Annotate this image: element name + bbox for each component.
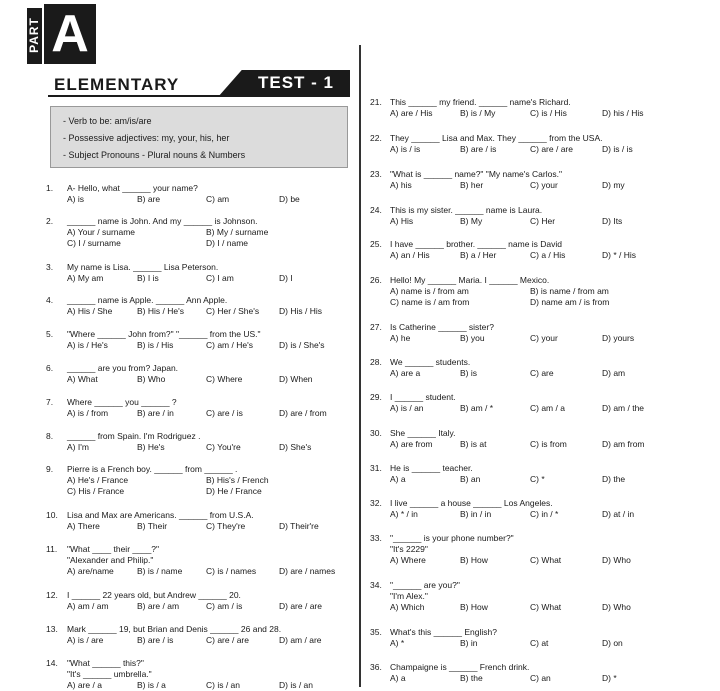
- answer-option: A) His: [390, 216, 414, 226]
- answer-option: C) a / His: [530, 250, 566, 260]
- answer-option: D) my: [602, 180, 625, 190]
- answer-option: B) her: [460, 180, 484, 190]
- answer-option: B) is name / from am: [530, 286, 609, 296]
- answer-option: A) are a: [390, 368, 421, 378]
- question-stem: He is ______ teacher.: [390, 463, 473, 473]
- answer-option: B) in: [460, 638, 478, 648]
- answer-option: B) in / in: [460, 509, 492, 519]
- answer-option: C) His / France: [67, 486, 125, 496]
- answer-option: A) Which: [390, 602, 425, 612]
- question-stem: They ______ Lisa and Max. They ______ from the USA.: [390, 133, 603, 143]
- answer-option: A) is / is: [390, 144, 421, 154]
- answer-option: B) Their: [137, 521, 168, 531]
- answer-option: A) is: [67, 194, 84, 204]
- answer-option: B) is / His: [137, 340, 174, 350]
- answer-option: D) Who: [602, 602, 631, 612]
- answer-option: D) the: [602, 474, 626, 484]
- answer-option: A) Where: [390, 555, 426, 565]
- answer-option: D) When: [279, 374, 313, 384]
- question-stem: Pierre is a French boy. ______ from ______ .: [67, 464, 238, 474]
- answer-option: A) is / an: [390, 403, 424, 413]
- answer-option: D) yours: [602, 333, 635, 343]
- answer-option: B) I is: [137, 273, 159, 283]
- answer-option: A) Your / surname: [67, 227, 136, 237]
- answer-option: B) is / My: [460, 108, 496, 118]
- answer-option: A) is / from: [67, 408, 109, 418]
- test-header: [48, 74, 350, 98]
- answer-option: D) on: [602, 638, 623, 648]
- answer-option: A) *: [390, 638, 405, 648]
- question-number: 3.: [46, 262, 54, 272]
- answer-option: B) How: [460, 555, 488, 565]
- answer-option: A) are/name: [67, 566, 114, 576]
- question-stem: "What ____ their ____?": [67, 544, 160, 554]
- answer-option: D) She's: [279, 442, 312, 452]
- question-stem: "What ______ this?": [67, 658, 144, 668]
- answer-option: B) an: [460, 474, 481, 484]
- answer-option: B) is: [460, 368, 477, 378]
- answer-option: A) are / His: [390, 108, 433, 118]
- answer-option: C) What: [530, 555, 562, 565]
- question-stem: "Alexander and Philip.": [67, 555, 154, 565]
- answer-option: C) am / He's: [206, 340, 253, 350]
- question-stem: "______ is your phone number?": [390, 533, 514, 543]
- answer-option: C) am / a: [530, 403, 565, 413]
- question-stem: What's this ______ English?: [390, 627, 497, 637]
- answer-option: D) are / names: [279, 566, 336, 576]
- answer-option: C) your: [530, 333, 558, 343]
- answer-option: B) My / surname: [206, 227, 269, 237]
- answer-option: B) the: [460, 673, 483, 683]
- answer-option: C) I / surname: [67, 238, 121, 248]
- answer-option: C) in / *: [530, 509, 559, 519]
- question-number: 28.: [370, 357, 382, 367]
- question-stem: My name is Lisa. ______ Lisa Peterson.: [67, 262, 219, 272]
- answer-option: B) Who: [137, 374, 166, 384]
- question-number: 25.: [370, 239, 382, 249]
- question-stem: "It's ______ umbrella.": [67, 669, 152, 679]
- answer-option: C) are: [530, 368, 554, 378]
- answer-option: D) at / in: [602, 509, 635, 519]
- answer-option: C) at: [530, 638, 549, 648]
- question-stem: "I'm Alex.": [390, 591, 428, 601]
- answer-option: C) Where: [206, 374, 243, 384]
- test-title: TEST - 1: [258, 73, 335, 92]
- question-stem: I live ______ a house ______ Los Angeles.: [390, 498, 553, 508]
- answer-option: C) I am: [206, 273, 234, 283]
- answer-option: D) Its: [602, 216, 623, 226]
- answer-option: C) are / are: [530, 144, 573, 154]
- question-stem: We ______ students.: [390, 357, 471, 367]
- question-stem: "What is ______ name?" "My name's Carlos.": [390, 169, 562, 179]
- answer-option: B) How: [460, 602, 488, 612]
- answer-option: D) Who: [602, 555, 631, 565]
- answer-option: C) your: [530, 180, 558, 190]
- answer-option: D) Their're: [279, 521, 319, 531]
- answer-option: B) is at: [460, 439, 487, 449]
- question-number: 36.: [370, 662, 382, 672]
- answer-option: D) * / His: [602, 250, 636, 260]
- answer-option: D) be: [279, 194, 300, 204]
- question-stem: "Where ______ John from?" "______ from the US.": [67, 329, 261, 339]
- answer-option: C) What: [530, 602, 562, 612]
- answer-option: B) His's / French: [206, 475, 269, 485]
- question-stem: Lisa and Max are Americans. ______ from U.S.A.: [67, 510, 254, 520]
- answer-option: C) *: [530, 474, 545, 484]
- question-number: 2.: [46, 216, 54, 226]
- answer-option: D) am / the: [602, 403, 645, 413]
- question-number: 13.: [46, 624, 58, 634]
- column-divider: [359, 45, 361, 687]
- question-number: 21.: [370, 97, 382, 107]
- answer-option: B) are / am: [137, 601, 180, 611]
- question-number: 30.: [370, 428, 382, 438]
- question-number: 27.: [370, 322, 382, 332]
- answer-option: C) am: [206, 194, 230, 204]
- answer-option: A) are / a: [67, 680, 102, 690]
- question-number: 22.: [370, 133, 382, 143]
- answer-option: D) is / She's: [279, 340, 325, 350]
- question-number: 35.: [370, 627, 382, 637]
- answer-option: A) is / are: [67, 635, 104, 645]
- answer-option: A) are from: [390, 439, 433, 449]
- part-word: PART: [27, 17, 41, 53]
- question-number: 32.: [370, 498, 382, 508]
- answer-option: D) *: [602, 673, 617, 683]
- answer-option: D) I / name: [206, 238, 249, 248]
- question-number: 8.: [46, 431, 54, 441]
- topic-line: - Possessive adjectives: my, your, his, her: [63, 133, 230, 143]
- answer-option: B) is / name: [137, 566, 183, 576]
- answer-option: D) his / His: [602, 108, 644, 118]
- question-number: 1.: [46, 183, 54, 193]
- answer-option: D) am: [602, 368, 626, 378]
- question-number: 33.: [370, 533, 382, 543]
- answer-option: C) Her: [530, 216, 556, 226]
- answer-option: A) a: [390, 673, 406, 683]
- part-letter: A: [44, 4, 96, 64]
- topic-line: - Verb to be: am/is/are: [63, 116, 152, 126]
- question-number: 34.: [370, 580, 382, 590]
- question-stem: I ______ 22 years old, but Andrew ______ 20.: [67, 590, 241, 600]
- question-stem: ______ are you from? Japan.: [67, 363, 179, 373]
- question-stem: Is Catherine ______ sister?: [390, 322, 494, 332]
- answer-option: C) are / are: [206, 635, 249, 645]
- answer-option: C) am / is: [206, 601, 243, 611]
- answer-option: C) is / an: [206, 680, 241, 690]
- answer-option: C) Her / She's: [206, 306, 260, 316]
- answer-option: A) What: [67, 374, 98, 384]
- question-stem: Champaigne is ______ French drink.: [390, 662, 530, 672]
- question-number: 24.: [370, 205, 382, 215]
- question-number: 29.: [370, 392, 382, 402]
- answer-option: A) am / am: [67, 601, 109, 611]
- answer-option: D) is / an: [279, 680, 314, 690]
- answer-option: A) He's / France: [67, 475, 129, 485]
- answer-option: D) name am / is from: [530, 297, 610, 307]
- answer-option: C) They're: [206, 521, 246, 531]
- answer-option: D) is / is: [602, 144, 633, 154]
- answer-option: B) He's: [137, 442, 165, 452]
- question-stem: I ______ student.: [390, 392, 456, 402]
- answer-option: C) an: [530, 673, 551, 683]
- answer-option: B) am / *: [460, 403, 494, 413]
- question-stem: "______ are you?": [390, 580, 460, 590]
- answer-option: C) name is / am from: [390, 297, 470, 307]
- answer-option: C) is / His: [530, 108, 567, 118]
- answer-option: A) is / He's: [67, 340, 108, 350]
- answer-option: B) are / is: [137, 635, 174, 645]
- answer-option: B) are: [137, 194, 161, 204]
- answer-option: D) are / are: [279, 601, 322, 611]
- answer-option: C) You're: [206, 442, 241, 452]
- question-stem: ______ name is Apple. ______ Ann Apple.: [67, 295, 228, 305]
- answer-option: A) he: [390, 333, 411, 343]
- answer-option: B) are / in: [137, 408, 174, 418]
- question-stem: ______ from Spain. I'm Rodriguez .: [67, 431, 201, 441]
- answer-option: D) He / France: [206, 486, 262, 496]
- answer-option: A) My am: [67, 273, 104, 283]
- answer-option: D) are / from: [279, 408, 327, 418]
- topics-box: [50, 106, 348, 168]
- answer-option: B) a / Her: [460, 250, 497, 260]
- question-number: 26.: [370, 275, 382, 285]
- answer-option: A) an / His: [390, 250, 430, 260]
- question-stem: This is my sister. ______ name is Laura.: [390, 205, 543, 215]
- level-title: ELEMENTARY: [54, 75, 180, 94]
- topic-line: - Subject Pronouns - Plural nouns & Numbers: [63, 150, 246, 160]
- answer-option: D) am from: [602, 439, 645, 449]
- question-number: 11.: [46, 544, 58, 554]
- question-number: 4.: [46, 295, 54, 305]
- question-number: 14.: [46, 658, 58, 668]
- question-number: 12.: [46, 590, 58, 600]
- question-stem: Hello! My ______ Maria. I ______ Mexico.: [390, 275, 550, 285]
- answer-option: D) am / are: [279, 635, 322, 645]
- answer-option: A) There: [67, 521, 100, 531]
- answer-option: B) you: [460, 333, 485, 343]
- question-number: 7.: [46, 397, 54, 407]
- question-number: 9.: [46, 464, 54, 474]
- question-stem: ______ name is John. And my ______ is Johnson.: [67, 216, 258, 226]
- answer-option: A) His / She: [67, 306, 113, 316]
- answer-option: D) I: [279, 273, 293, 283]
- answer-option: D) His / His: [279, 306, 322, 316]
- answer-option: C) is / names: [206, 566, 257, 576]
- part-badge: [27, 5, 96, 64]
- question-number: 31.: [370, 463, 382, 473]
- question-stem: A- Hello, what ______ your name?: [67, 183, 198, 193]
- answer-option: A) his: [390, 180, 412, 190]
- answer-option: A) name is / from am: [390, 286, 469, 296]
- question-stem: This ______ my friend. ______ name's Richard.: [390, 97, 571, 107]
- answer-option: B) are / is: [460, 144, 497, 154]
- question-stem: "It's 2229": [390, 544, 428, 554]
- question-number: 5.: [46, 329, 54, 339]
- question-number: 23.: [370, 169, 382, 179]
- answer-option: B) His / He's: [137, 306, 184, 316]
- answer-option: C) are / is: [206, 408, 243, 418]
- answer-option: A) * / in: [390, 509, 418, 519]
- question-number: 6.: [46, 363, 54, 373]
- question-stem: Mark ______ 19, but Brian and Denis ______ 26 and 28.: [67, 624, 282, 634]
- question-number: 10.: [46, 510, 58, 520]
- answer-option: C) is from: [530, 439, 567, 449]
- question-stem: I have ______ brother. ______ name is David: [390, 239, 563, 249]
- question-stem: She ______ Italy.: [390, 428, 456, 438]
- answer-option: B) is / a: [137, 680, 166, 690]
- answer-option: B) My: [460, 216, 483, 226]
- answer-option: A) I'm: [67, 442, 89, 452]
- question-stem: Where ______ you ______ ?: [67, 397, 177, 407]
- answer-option: A) a: [390, 474, 406, 484]
